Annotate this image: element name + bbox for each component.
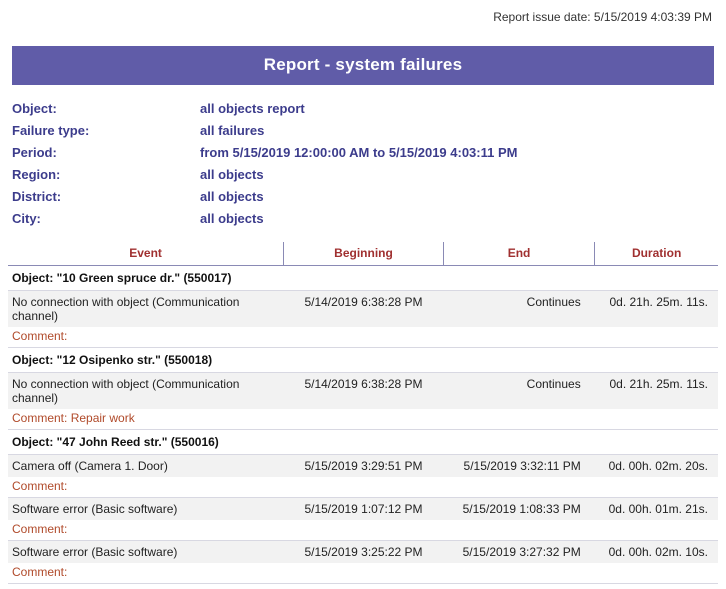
object-group-header: [8, 430, 718, 455]
column-header-event: Event: [8, 242, 284, 266]
comment-cell: [8, 477, 718, 498]
cell-end: Continues: [443, 291, 594, 328]
object-group-header: [8, 348, 718, 373]
param-value-period: from 5/15/2019 12:00:00 AM to 5/15/2019 4:03:11 PM: [200, 145, 518, 160]
object-group-header: [8, 266, 718, 291]
cell-duration: 0d. 21h. 25m. 11s.: [595, 373, 718, 410]
column-header-end: End: [443, 242, 594, 266]
comment-row: [8, 409, 718, 430]
cell-end: Continues: [443, 373, 594, 410]
cell-duration: 0d. 21h. 25m. 11s.: [595, 291, 718, 328]
param-label-district: District:: [12, 189, 62, 204]
comment-label: Comment:: [12, 329, 68, 343]
comment-text: Repair work: [70, 411, 135, 425]
param-row-object: [12, 101, 714, 116]
cell-duration: 0d. 00h. 01m. 21s.: [595, 498, 718, 521]
failures-table: [8, 242, 718, 584]
object-group-label: Object: "47 John Reed str." (550016): [8, 430, 718, 455]
param-row-district: [12, 189, 714, 204]
table-row: [8, 373, 718, 410]
param-value-failure-type: all failures: [200, 123, 265, 138]
cell-beginning: 5/15/2019 3:29:51 PM: [284, 455, 444, 478]
cell-end: 5/15/2019 3:27:32 PM: [443, 541, 594, 564]
param-value-object: all objects report: [200, 101, 305, 116]
cell-event: Camera off (Camera 1. Door): [8, 455, 284, 478]
column-header-duration: Duration: [595, 242, 718, 266]
param-value-district: all objects: [200, 189, 264, 204]
table-header: [8, 242, 718, 266]
comment-label: Comment:: [12, 522, 68, 536]
comment-cell: [8, 409, 718, 430]
comment-label: Comment:: [12, 411, 68, 425]
cell-event: Software error (Basic software): [8, 498, 284, 521]
cell-beginning: 5/14/2019 6:38:28 PM: [284, 291, 444, 328]
comment-label: Comment:: [12, 479, 68, 493]
table-row: [8, 455, 718, 478]
param-label-region: Region:: [12, 167, 61, 182]
table-header-row: [8, 242, 718, 266]
param-row-period: [12, 145, 714, 160]
report-title: Report - system failures: [12, 46, 714, 85]
cell-beginning: 5/15/2019 3:25:22 PM: [284, 541, 444, 564]
object-group-label: Object: "10 Green spruce dr." (550017): [8, 266, 718, 291]
comment-cell: [8, 563, 718, 584]
comment-row: [8, 477, 718, 498]
object-group-label: Object: "12 Osipenko str." (550018): [8, 348, 718, 373]
comment-label: Comment:: [12, 565, 68, 579]
table-body: [8, 266, 718, 584]
report-issue-date: Report issue date: 5/15/2019 4:03:39 PM: [493, 10, 712, 24]
param-label-object: Object:: [12, 101, 57, 116]
param-label-period: Period:: [12, 145, 57, 160]
param-row-region: [12, 167, 714, 182]
cell-event: No connection with object (Communication channel): [8, 291, 284, 328]
cell-beginning: 5/14/2019 6:38:28 PM: [284, 373, 444, 410]
cell-event: No connection with object (Communication channel): [8, 373, 284, 410]
cell-beginning: 5/15/2019 1:07:12 PM: [284, 498, 444, 521]
report-parameters: [0, 101, 726, 226]
column-header-beginning: Beginning: [284, 242, 444, 266]
table-row: [8, 498, 718, 521]
param-row-city: [12, 211, 714, 226]
comment-cell: [8, 520, 718, 541]
cell-duration: 0d. 00h. 02m. 20s.: [595, 455, 718, 478]
comment-row: [8, 520, 718, 541]
param-label-failure-type: Failure type:: [12, 123, 90, 138]
cell-end: 5/15/2019 3:32:11 PM: [443, 455, 594, 478]
failures-table-wrapper: [0, 242, 726, 584]
param-value-city: all objects: [200, 211, 264, 226]
cell-duration: 0d. 00h. 02m. 10s.: [595, 541, 718, 564]
cell-end: 5/15/2019 1:08:33 PM: [443, 498, 594, 521]
comment-row: [8, 563, 718, 584]
param-value-region: all objects: [200, 167, 264, 182]
table-row: [8, 291, 718, 328]
param-row-failure-type: [12, 123, 714, 138]
comment-cell: [8, 327, 718, 348]
cell-event: Software error (Basic software): [8, 541, 284, 564]
table-row: [8, 541, 718, 564]
param-label-city: City:: [12, 211, 41, 226]
comment-row: [8, 327, 718, 348]
